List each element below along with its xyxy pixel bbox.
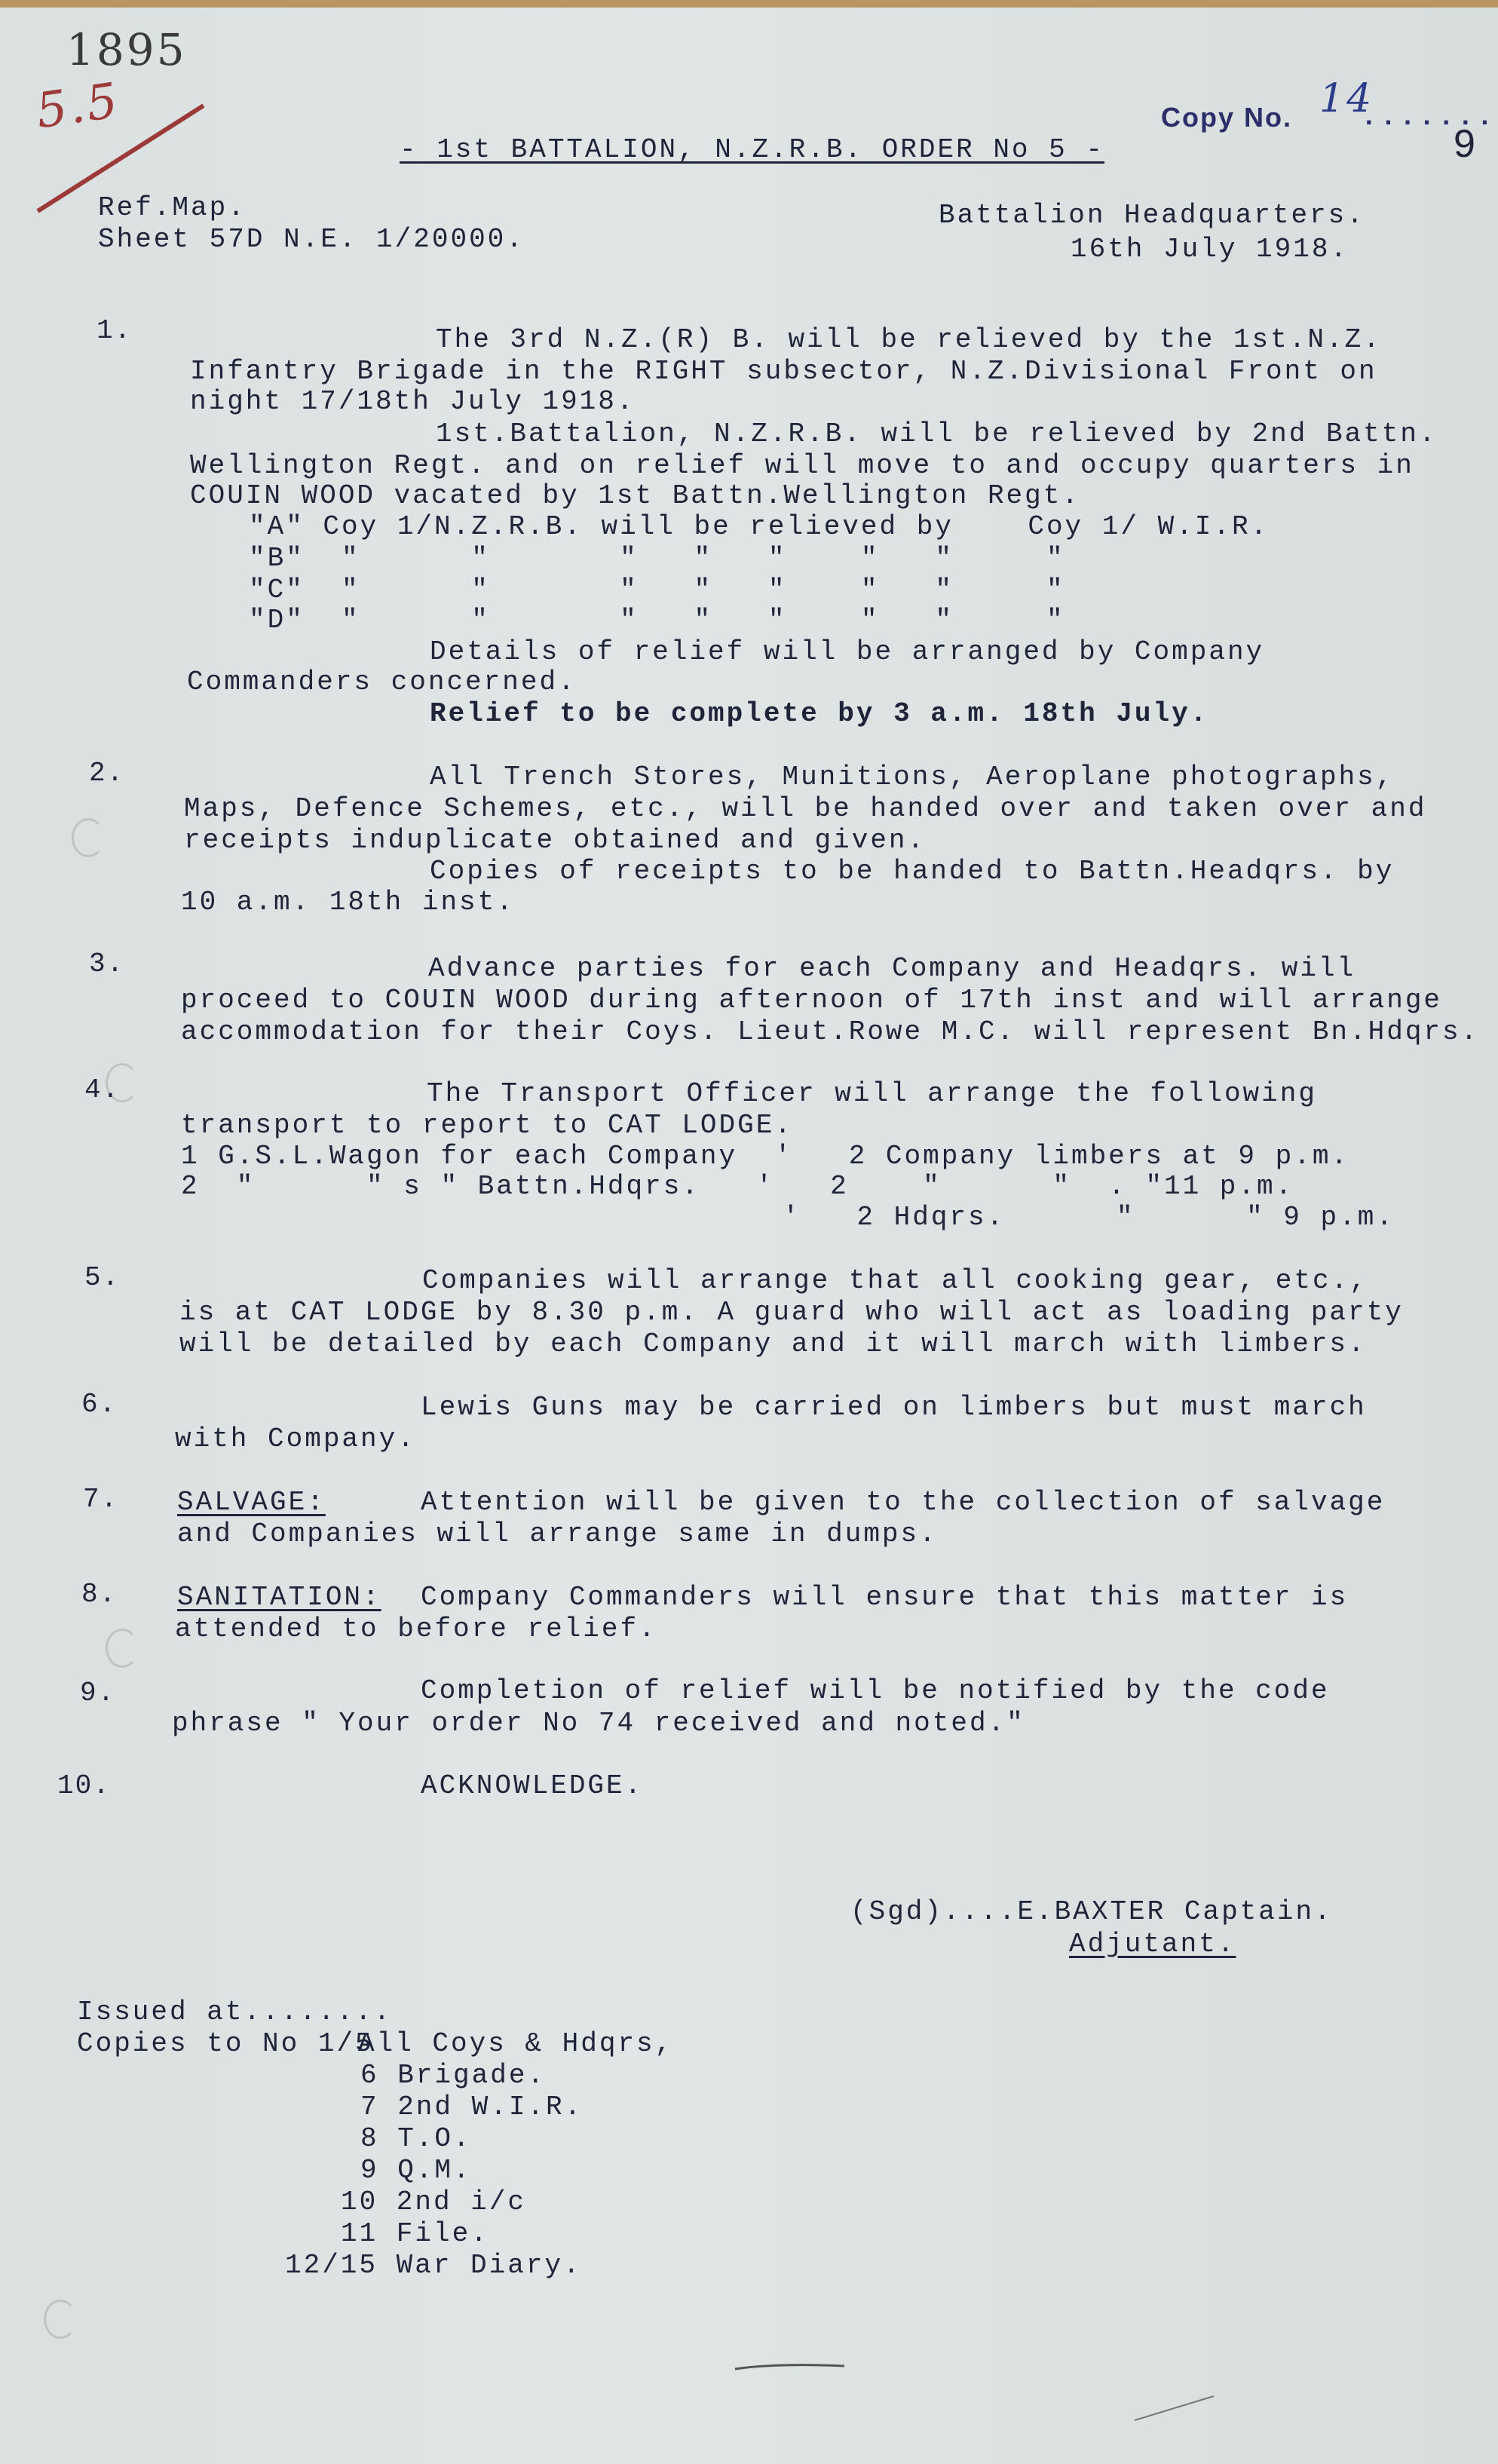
paragraph-line: proceed to COUIN WOOD during afternoon of 17th inst and will arrange [181, 985, 1443, 1016]
paragraph-line: Attention will be given to the collection of salvage [421, 1487, 1386, 1518]
transport-row: 1 G.S.L.Wagon for each Company ' 2 Company limbers at 9 p.m. [181, 1141, 1350, 1172]
paragraph-line: Maps, Defence Schemes, etc., will be handed over and taken over and [184, 793, 1427, 824]
map-reference-line2: Sheet 57D N.E. 1/20000. [98, 224, 525, 255]
copy-label: Copy No. [1161, 102, 1292, 133]
transport-row: 2 " " s " Battn.Hdqrs. ' 2 " " . "11 p.m. [181, 1171, 1294, 1202]
distribution-item: All Coys & Hdqrs, [358, 2028, 674, 2059]
paragraph-line: accommodation for their Coys. Lieut.Rowe M.C. will represent Bn.Hdqrs. [181, 1016, 1480, 1047]
map-reference-line1: Ref.Map. [98, 192, 247, 223]
paragraph-line: transport to report to CAT LODGE. [181, 1110, 793, 1141]
paragraph-number: 4. [84, 1074, 121, 1105]
paragraph-line: Company Commanders will ensure that this matter is [421, 1582, 1349, 1613]
hq-line1: Battalion Headquarters. [939, 200, 1365, 231]
archive-number: 1895 [66, 24, 187, 75]
paragraph-number: 3. [89, 949, 125, 979]
distribution-item: 12/15 War Diary. [285, 2250, 582, 2281]
ink-stroke-icon [731, 2360, 852, 2375]
paragraph-number: 7. [83, 1484, 119, 1515]
distribution-item: 6 Brigade. [360, 2060, 547, 2091]
punch-hole [106, 1629, 139, 1668]
relief-table-row: "C" " " " " " " " " [249, 575, 1065, 605]
paragraph-line: Completion of relief will be notified by the code [421, 1675, 1330, 1706]
section-heading-sanitation: SANITATION: [177, 1582, 381, 1613]
hq-date: 16th July 1918. [1071, 234, 1349, 265]
section-heading-salvage: SALVAGE: [177, 1487, 326, 1518]
paragraph-line: Commanders concerned. [187, 667, 577, 697]
paragraph-line: night 17/18th July 1918. [190, 386, 636, 417]
transport-row: ' 2 Hdqrs. " " 9 p.m. [783, 1202, 1395, 1233]
relief-table-row: "D" " " " " " " " " [249, 605, 1065, 636]
copies-intro: Copies to No 1/5 [77, 2028, 374, 2059]
paragraph-line: Advance parties for each Company and Headqrs. will [428, 953, 1356, 984]
paragraph-number: 9. [80, 1678, 116, 1709]
document-page: 1895 5.5 Copy No. 14 ....... 9 - 1st BATTALION, N.Z.R.B. ORDER No 5 - Ref.Map. Sheet 57D N.E. 1/20000. Battalion Headquarters. 16th July 1918. 1. The 3rd N.Z.(R) B. will be relieved by the 1st.N.Z. Infantry Brigade in the RIGHT subsector, N.Z.Divisional Front on night 17/18th July 1918. 1st.Battalion, N.Z.R.B. will be relieved by 2nd Battn. Wellington Regt. and on relief will move to and occupy quarters in COUIN WOOD vacated by 1st Battn.Wellington Regt. "A" Coy 1/N.Z.R.B. will be relieved by Coy 1/ W.I.R. "B" " " " " " " " " "C" " " " " " " " " "D" " " " " " " " " Details of relief will be arranged by Company Commanders concerned. Relief to be complete by 3 a.m. 18th July. 2. All Trench Stores, Munitions, Aeroplane photographs, Maps, Defence Schemes, etc., will be handed over and taken over and receipts induplicate obtained and given. Copies of receipts to be handed to Battn.Headqrs. by 10 a.m. 18th inst. 3. Advance parties for each Company and Headqrs. will proceed to COUIN WOOD during afternoon of 17th inst and will arrange accommodation for their Coys. Lieut.Rowe M.C. will represent Bn.Hdqrs. 4. The Transport Officer will arrange the following transport to report to CAT LODGE. 1 G.S.L.Wagon for each Company ' 2 Company limbers at 9 p.m. 2 " " s " Battn.Hdqrs. ' 2 " " . "11 p.m. ' 2 Hdqrs. " " 9 p.m. 5. Companies will arrange that all cooking gear, etc., is at CAT LODGE by 8.30 p.m. A guard who will act as loading party will be detailed by each Company and it will march with limbers. 6. Lewis Guns may be carried on limbers but must march with Company. 7. SALVAGE: Attention will be given to the collection of salvage and Companies will arrange same in dumps. 8. SANITATION: Company Commanders will ensure that this matter is attended to before relief. 9. Completion of relief will be notified by the code phrase " Your order No 74 received and noted." 10. ACKNOWLEDGE. (Sgd)....E.BAXTER Captain. Adjutant. Issued at........ Copies to No 1/5 All Coys & Hdqrs, 6 Brigade. 7 2nd W.I.R. 8 T.O. 9 Q.M. 10 2nd i/c 11 File. 12/15 War Diary. [0, 8, 1498, 2464]
paragraph-number: 5. [84, 1262, 121, 1293]
paragraph-line: receipts induplicate obtained and given. [184, 825, 927, 856]
pencil-mark: 5.5 [32, 72, 124, 140]
distribution-item: 9 Q.M. [360, 2155, 472, 2186]
paragraph-line: phrase " Your order No 74 received and noted." [172, 1708, 1025, 1739]
paragraph-line: Companies will arrange that all cooking gear, etc., [422, 1265, 1368, 1296]
paragraph-line: is at CAT LODGE by 8.30 p.m. A guard who will act as loading party [179, 1297, 1404, 1328]
paragraph-line: with Company. [175, 1424, 416, 1454]
acknowledge-line: ACKNOWLEDGE. [421, 1770, 644, 1801]
paragraph-line: Relief to be complete by 3 a.m. 18th July. [430, 698, 1209, 729]
paragraph-line: attended to before relief. [175, 1614, 657, 1644]
distribution-item: 8 T.O. [360, 2123, 472, 2154]
distribution-item: 11 File. [341, 2218, 489, 2249]
paragraph-line: 10 a.m. 18th inst. [181, 887, 515, 918]
distribution-item: 10 2nd i/c [341, 2187, 527, 2217]
paragraph-line: Copies of receipts to be handed to Battn.Headqrs. by [430, 856, 1395, 887]
signature-line: (Sgd)....E.BAXTER Captain. [850, 1896, 1333, 1927]
paragraph-line: The 3rd N.Z.(R) B. will be relieved by the 1st.N.Z. [436, 324, 1382, 355]
paragraph-line: will be detailed by each Company and it will march with limbers. [179, 1329, 1367, 1359]
paragraph-line: COUIN WOOD vacated by 1st Battn.Wellington Regt. [190, 480, 1080, 511]
paragraph-line: Details of relief will be arranged by Company [430, 636, 1265, 667]
pencil-stroke-icon [1131, 2390, 1221, 2428]
paragraph-line: All Trench Stores, Munitions, Aeroplane photographs, [430, 762, 1395, 792]
paragraph-line: The Transport Officer will arrange the following [427, 1078, 1317, 1109]
paragraph-number: 10. [57, 1770, 111, 1801]
order-title: - 1st BATTALION, N.Z.R.B. ORDER No 5 - [400, 134, 1104, 165]
copy-number: 14 [1319, 76, 1374, 121]
paragraph-number: 2. [89, 758, 125, 789]
signature-title: Adjutant. [1069, 1929, 1236, 1960]
page-number: 9 [1454, 122, 1478, 166]
paragraph-number: 6. [81, 1389, 118, 1420]
paragraph-line: Lewis Guns may be carried on limbers but must march [421, 1392, 1367, 1423]
relief-table-row: "A" Coy 1/N.Z.R.B. will be relieved by Coy 1/ W.I.R. [249, 511, 1270, 542]
paragraph-line: Wellington Regt. and on relief will move to and occupy quarters in [190, 450, 1414, 481]
paragraph-number: 1. [96, 315, 133, 346]
issued-at: Issued at........ [77, 1997, 393, 2027]
paragraph-line: and Companies will arrange same in dumps. [177, 1519, 938, 1549]
distribution-item: 7 2nd W.I.R. [360, 2092, 584, 2122]
paragraph-line: Infantry Brigade in the RIGHT subsector, N.Z.Divisional Front on [190, 356, 1377, 387]
paragraph-number: 8. [81, 1579, 118, 1610]
punch-hole [72, 818, 105, 857]
punch-hole [44, 2300, 77, 2339]
paragraph-line: 1st.Battalion, N.Z.R.B. will be relieved by 2nd Battn. [436, 418, 1438, 449]
relief-table-row: "B" " " " " " " " " [249, 543, 1065, 574]
